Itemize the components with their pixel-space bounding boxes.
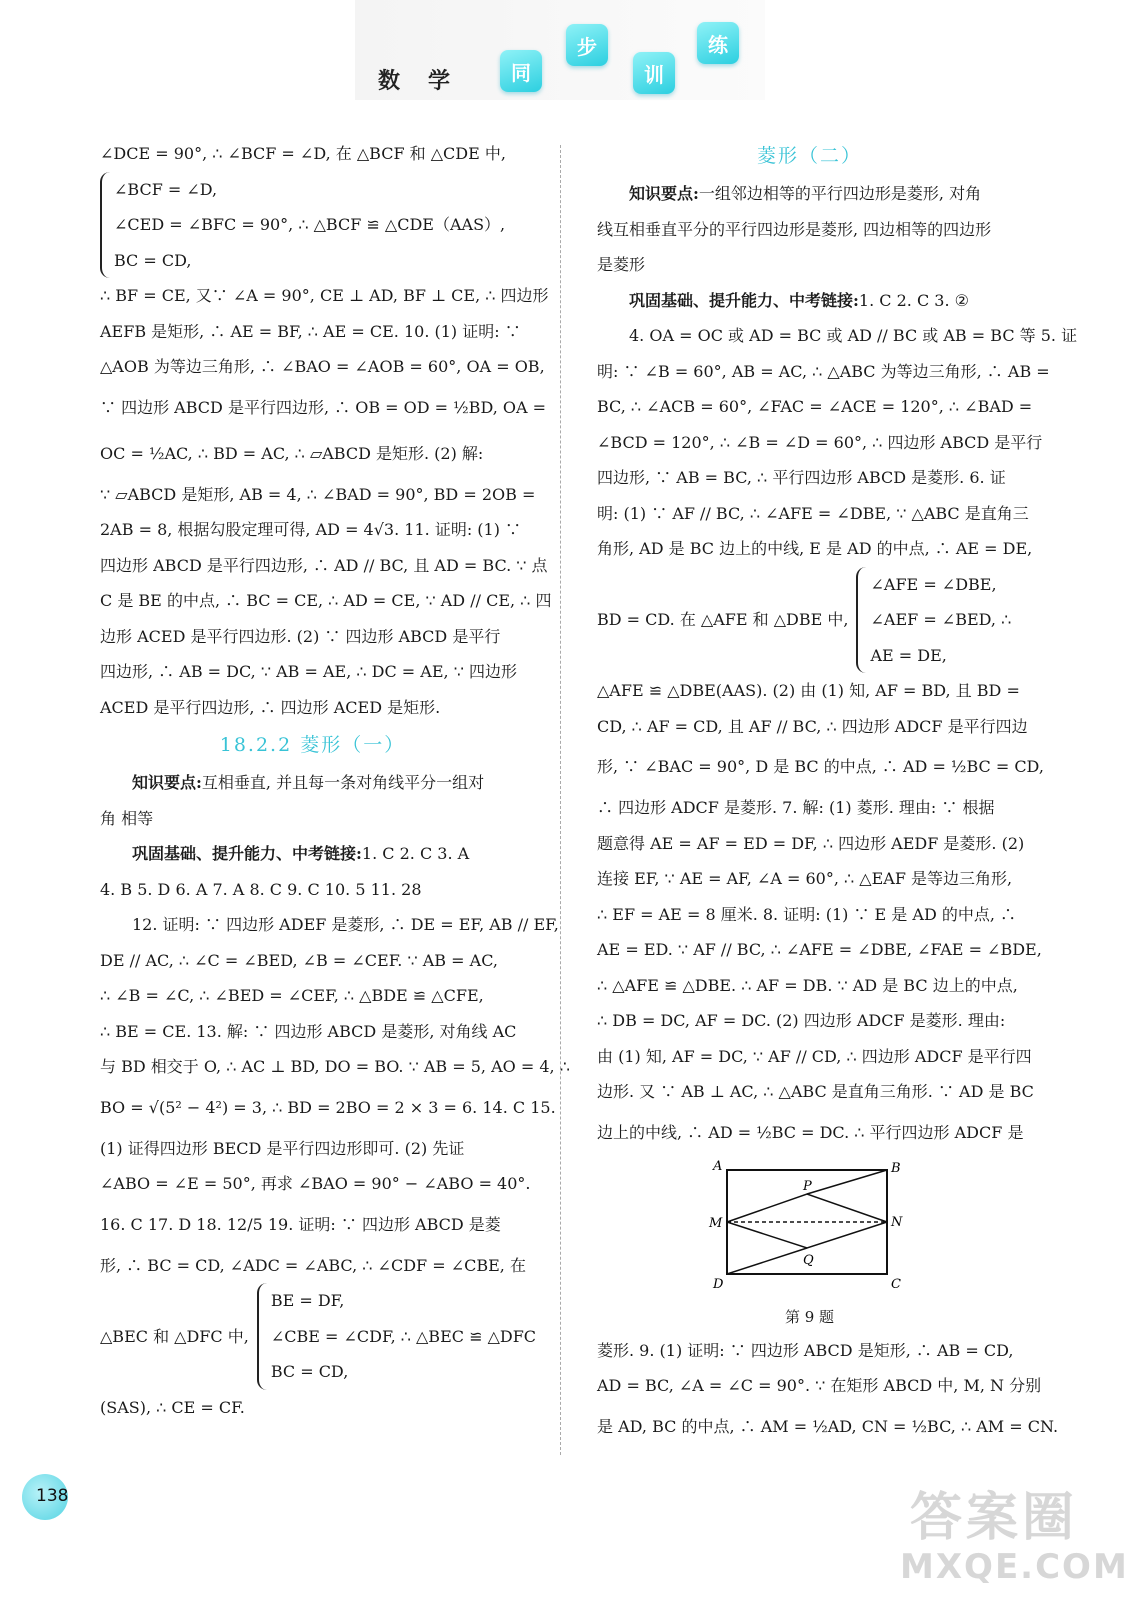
text-line: ∠DCE = 90°, ∴ ∠BCF = ∠D, 在 △BCF 和 △CDE 中, — [100, 144, 506, 163]
text-line: 4. OA = OC 或 AD = BC 或 AD // BC 或 AB = BC 等 5. 证 — [629, 326, 1078, 345]
consolidation-label: 巩固基础、提升能力、中考链接: — [629, 290, 859, 310]
text-line: 由 (1) 知, AF = DC, ∵ AF // CD, ∴ 四边形 ADCF 是平行四 — [597, 1046, 1032, 1066]
key-text: 互相垂直, 并且每一条对角线平分一组对 — [201, 773, 485, 792]
text-line: △AOB 为等边三角形, ∴ ∠BAO = ∠AOB = 60°, OA = OB, — [100, 357, 545, 376]
point-b-label: B — [891, 1160, 901, 1176]
point-a-label: A — [713, 1158, 723, 1174]
consolidation-answers — [597, 283, 1022, 319]
point-p-label: P — [803, 1178, 812, 1194]
text-line: ∠BCD = 120°, ∴ ∠B = ∠D = 60°, ∴ 四边形 ABCD 是平行 — [597, 432, 1043, 452]
point-d-label: D — [713, 1276, 724, 1292]
text-line: ∴ 四边形 ADCF 是菱形. 7. 解: (1) 菱形. 理由: ∵ 根据 — [597, 798, 995, 817]
text-line: CD, ∴ AF = CD, 且 AF // BC, ∴ 四边形 ADCF 是平行四边 — [597, 716, 1028, 736]
brace-line: AE = DE, — [870, 645, 947, 665]
text-line: C 是 BE 的中点, ∴ BC = CE, ∴ AD = CE, ∵ AD // CE, ∴ 四 — [100, 591, 552, 610]
text-line: 与 BD 相交于 O, ∴ AC ⊥ BD, DO = BO. ∵ AB = 5, AO = 4, ∴ — [100, 1057, 570, 1076]
consolidation-text: 1. C 2. C 3. A — [361, 844, 470, 863]
text-line: ∵ 四边形 ABCD 是平行四边形, ∴ OB = OD = ½BD, OA = — [100, 397, 547, 417]
brace-line: BC = CD, — [114, 250, 192, 270]
brace-prefix: BD = CD. 在 △AFE 和 △DBE 中, — [597, 610, 849, 629]
segment-mpn — [727, 1194, 887, 1222]
text-line: 题意得 AE = AF = ED = DF, ∴ 四边形 AEDF 是菱形. (2) — [597, 833, 1025, 853]
figure-9 — [597, 1156, 1022, 1301]
series-tile-1: 同 — [500, 50, 542, 92]
watermark-logo-text: 答案圈 — [910, 1488, 1079, 1548]
text-line: 是 AD, BC 的中点, ∴ AM = ½AD, CN = ½BC, ∴ AM = CN. — [597, 1416, 1059, 1436]
text-line: 边形 ACED 是平行四边形. (2) ∵ 四边形 ABCD 是平行 — [100, 626, 501, 646]
text-line: 是菱形 — [597, 255, 646, 274]
text-line: AD = BC, ∠A = ∠C = 90°. ∵ 在矩形 ABCD 中, M, N 分别 — [597, 1376, 1042, 1395]
text-line: 四边形, ∴ AB = DC, ∵ AB = AE, ∴ DC = AE, ∵ 四边形 — [100, 662, 517, 681]
brace-line: BC = CD, — [270, 1362, 349, 1381]
text-line: 形, ∴ BC = CD, ∠ADC = ∠ABC, ∴ ∠CDF = ∠CBE, 在 — [100, 1255, 526, 1275]
text-line: DE // AC, ∴ ∠C = ∠BED, ∠B = ∠CEF. ∵ AB = AC, — [100, 950, 498, 970]
text-line: ∴ BF = CE, 又∵ ∠A = 90°, CE ⊥ AD, BF ⊥ CE, ∴ 四边形 — [100, 286, 549, 305]
proof-brace — [100, 172, 525, 279]
section-title: 菱形（二） — [756, 145, 862, 167]
text-line: ∠ABO = ∠E = 50°, 再求 ∠BAO = 90° − ∠ABO = 40°. — [100, 1174, 531, 1193]
text-line: BO = √(5² − 4²) = 3, ∴ BD = 2BO = 2 × 3 = 6. 14. C 15. — [100, 1097, 556, 1117]
page-number-badge — [22, 1474, 68, 1520]
text-line: ∴ BE = CE. 13. 解: ∵ 四边形 ABCD 是菱形, 对角线 AC — [100, 1021, 517, 1041]
text-line: 边上的中线, ∴ AD = ½BC = DC. ∴ 平行四边形 ADCF 是 — [597, 1122, 1024, 1142]
text-line: 2AB = 8, 根据勾股定理可得, AD = 4√3. 11. 证明: (1) ∵ — [100, 520, 522, 539]
text-line: AEFB 是矩形, ∴ AE = BF, ∴ AE = CE. 10. (1) 证明: ∵ — [100, 321, 521, 341]
brace-line: ∠AFE = ∠DBE, — [870, 574, 997, 594]
text-line: 边形. 又 ∵ AB ⊥ AC, ∴ △ABC 是直角三角形. ∵ AD 是 BC — [597, 1082, 1034, 1101]
point-c-label: C — [891, 1276, 901, 1292]
watermark-domain: MXQE.COM — [900, 1547, 1129, 1587]
text-line: ∴ DB = DC, AF = DC. (2) 四边形 ADCF 是菱形. 理由: — [597, 1011, 1006, 1030]
text-line: 线互相垂直平分的平行四边形是菱形, 四边相等的四边形 — [597, 219, 992, 239]
text-line: ∵ ▱ABCD 是矩形, AB = 4, ∴ ∠BAD = 90°, BD = 2OB = — [100, 484, 536, 504]
text-line: OC = ½AC, ∴ BD = AC, ∴ ▱ABCD 是矩形. (2) 解: — [100, 443, 484, 463]
page-header — [0, 0, 1097, 120]
series-tile-4: 练 — [697, 22, 739, 64]
key-points — [100, 765, 525, 801]
consolidation-label: 巩固基础、提升能力、中考链接: — [132, 844, 362, 863]
text-line: 连接 EF, ∵ AE = AF, ∠A = 60°, ∴ △EAF 是等边三角形, — [597, 869, 1013, 888]
series-tile-2: 步 — [566, 24, 608, 66]
key-label: 知识要点: — [629, 184, 699, 203]
brace-line: BE = DF, — [270, 1291, 345, 1310]
segment-dq — [727, 1248, 807, 1274]
text-line: 角 相等 — [100, 808, 154, 828]
right-column — [597, 136, 1078, 1450]
segment-pb — [807, 1170, 887, 1194]
consolidation-answers — [100, 836, 525, 872]
text-line: AE = ED. ∵ AF // BC, ∴ ∠AFE = ∠DBE, ∠FAE = ∠BDE, — [597, 940, 1042, 959]
subject-title: 数学 — [378, 68, 479, 94]
text-line: 菱形. 9. (1) 证明: ∵ 四边形 ABCD 是矩形, ∴ AB = CD, — [597, 1340, 1014, 1360]
text-line: ACED 是平行四边形, ∴ 四边形 ACED 是矩形. — [100, 697, 441, 717]
text-line: 16. C 17. D 18. 12/5 19. 证明: ∵ 四边形 ABCD 是菱 — [100, 1214, 501, 1234]
key-points — [597, 176, 1022, 212]
point-m-label: M — [709, 1215, 723, 1231]
text-line: 12. 证明: ∵ 四边形 ADEF 是菱形, ∴ DE = EF, AB // EF, — [132, 915, 559, 934]
brace-line: ∠AEF = ∠BED, ∴ — [870, 610, 1012, 629]
section-title: 18.2.2 菱形（一） — [219, 734, 406, 756]
segment-mqn — [727, 1222, 887, 1248]
watermark — [890, 1475, 1129, 1595]
point-n-label: N — [891, 1214, 903, 1230]
page-number: 138 — [36, 1486, 69, 1506]
text-line: ∴ ∠B = ∠C, ∴ ∠BED = ∠CEF, ∴ △BDE ≌ △CFE, — [100, 986, 484, 1005]
key-text: 一组邻边相等的平行四边形是菱形, 对角 — [698, 184, 982, 203]
text-line: 角形, AD 是 BC 边上的中线, E 是 AD 的中点, ∴ AE = DE, — [597, 539, 1033, 558]
proof-brace — [100, 1283, 537, 1390]
text-line: ∴ △AFE ≌ △DBE. ∴ AF = DB. ∵ AD 是 BC 边上的中点, — [597, 975, 1018, 995]
text-line: (SAS), ∴ CE = CF. — [100, 1397, 245, 1417]
figure-caption: 第 9 题 — [784, 1307, 835, 1326]
text-line: BC, ∴ ∠ACB = 60°, ∠FAC = ∠ACE = 120°, ∴ ∠BAD = — [597, 397, 1033, 416]
series-tile-3: 训 — [633, 52, 675, 94]
proof-brace — [597, 567, 1022, 674]
point-q-label: Q — [803, 1252, 814, 1268]
key-label: 知识要点: — [132, 773, 202, 792]
left-column — [100, 136, 570, 1425]
text-line: 明: (1) ∵ AF // BC, ∴ ∠AFE = ∠DBE, ∵ △ABC 是直角三 — [597, 503, 1029, 523]
text-line: 明: ∵ ∠B = 60°, AB = AC, ∴ △ABC 为等边三角形, ∴ AB = — [597, 361, 1050, 381]
figure-9-diagram — [707, 1160, 907, 1298]
column-divider — [560, 145, 561, 1455]
brace-line: ∠BCF = ∠D, — [114, 179, 218, 199]
text-line: 四边形 ABCD 是平行四边形, ∴ AD // BC, 且 AD = BC. ∵ 点 — [100, 555, 548, 575]
brace-prefix: △BEC 和 △DFC 中, — [100, 1326, 249, 1346]
text-line: 形, ∵ ∠BAC = 90°, D 是 BC 的中点, ∴ AD = ½BC = CD, — [597, 757, 1044, 776]
text-line: △AFE ≌ △DBE(AAS). (2) 由 (1) 知, AF = BD, 且 BD = — [597, 681, 1020, 700]
brace-line: ∠CBE = ∠CDF, ∴ △BEC ≌ △DFC — [270, 1326, 537, 1346]
brace-line: ∠CED = ∠BFC = 90°, ∴ △BCF ≌ △CDE（AAS）, — [114, 215, 506, 234]
consolidation-text: 1. C 2. C 3. ② — [858, 290, 969, 310]
text-line: (1) 证得四边形 BECD 是平行四边形即可. (2) 先证 — [100, 1138, 465, 1158]
text-line: 四边形, ∵ AB = BC, ∴ 平行四边形 ABCD 是菱形. 6. 证 — [597, 468, 1006, 487]
text-line: 4. B 5. D 6. A 7. A 8. C 9. C 10. 5 11. 28 — [100, 879, 422, 899]
text-line: ∴ EF = AE = 8 厘米. 8. 证明: (1) ∵ E 是 AD 的中点, ∴ — [597, 904, 1017, 924]
